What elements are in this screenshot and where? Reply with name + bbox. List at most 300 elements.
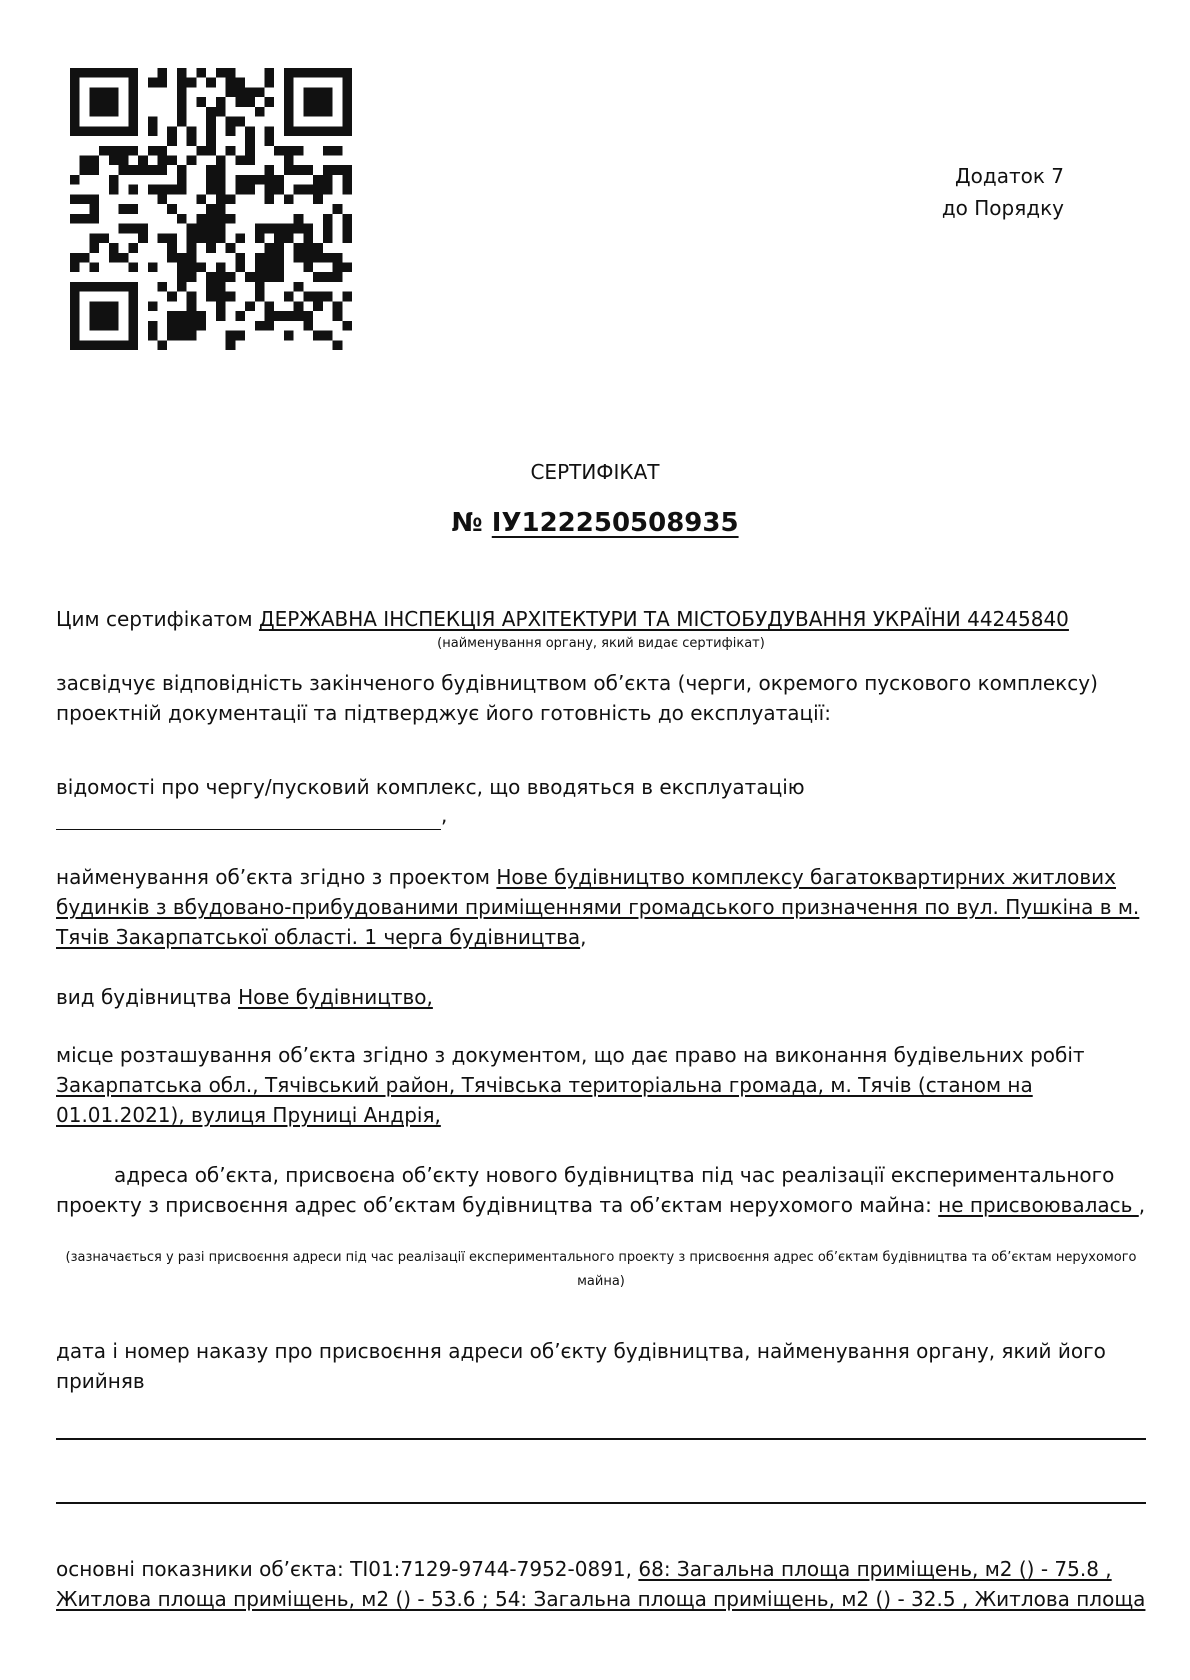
qr-module: [323, 97, 333, 107]
qr-module: [323, 214, 333, 224]
qr-module: [245, 272, 255, 282]
qr-module: [89, 126, 99, 136]
qr-module: [333, 301, 343, 311]
issuer-prefix: Цим сертифікатом: [56, 607, 253, 631]
qr-module: [255, 87, 265, 97]
qr-module: [264, 311, 274, 321]
qr-module: [226, 331, 236, 341]
qr-module: [226, 126, 236, 136]
qr-module: [109, 340, 119, 350]
qr-module: [167, 185, 177, 195]
qr-module: [323, 185, 333, 195]
qr-module: [128, 321, 138, 331]
qr-module: [284, 233, 294, 243]
qr-module: [148, 262, 158, 272]
qr-module: [226, 292, 236, 302]
qr-module: [206, 136, 216, 146]
qr-module: [245, 97, 255, 107]
qr-module: [226, 117, 236, 127]
issuer-caption: (найменування органу, який видає сертифікат): [437, 636, 765, 651]
qr-module: [128, 243, 138, 253]
qr-module: [89, 243, 99, 253]
qr-module: [255, 321, 265, 331]
qr-module: [128, 292, 138, 302]
qr-module: [148, 185, 158, 195]
qr-module: [235, 117, 245, 127]
qr-module: [303, 321, 313, 331]
qr-module: [70, 321, 80, 331]
address-paragraph: [56, 1160, 1146, 1220]
qr-module: [177, 97, 187, 107]
qr-module: [119, 126, 129, 136]
qr-module: [323, 224, 333, 234]
qr-module: [216, 272, 226, 282]
qr-module: [128, 126, 138, 136]
qr-module: [187, 262, 197, 272]
qr-module: [128, 146, 138, 156]
qr-module: [196, 214, 206, 224]
qr-module: [167, 311, 177, 321]
qr-module: [70, 262, 80, 272]
qr-module: [158, 68, 168, 78]
qr-module: [216, 311, 226, 321]
qr-module: [167, 204, 177, 214]
qr-module: [323, 175, 333, 185]
qr-module: [264, 97, 274, 107]
location-label: місце розташування об’єкта згідно з документом, що дає право на виконання будівельних робіт: [56, 1043, 1085, 1067]
qr-module: [89, 233, 99, 243]
qr-module: [245, 156, 255, 166]
qr-module: [216, 233, 226, 243]
qr-module: [80, 68, 90, 78]
qr-module: [109, 97, 119, 107]
order-label: дата і номер наказу про присвоєння адреси об’єкту будівництва, найменування органу, який його прийняв: [56, 1339, 1106, 1393]
qr-module: [158, 165, 168, 175]
qr-module: [294, 126, 304, 136]
qr-module: [284, 224, 294, 234]
qr-module: [333, 204, 343, 214]
qr-module: [303, 224, 313, 234]
certificate-number: ІУ122250508935: [491, 508, 739, 538]
qr-module: [99, 97, 109, 107]
qr-module: [294, 253, 304, 263]
qr-module: [216, 194, 226, 204]
qr-module: [196, 194, 206, 204]
attestation-text: засвідчує відповідність закінченого будівництвом об’єкта (черги, окремого пускового комплексу) проектній документації та підтверджує його готовність до експлуатації:: [56, 671, 1098, 725]
address-label: адреса об’єкта, присвоєна об’єкту нового будівництва під час реалізації експериментального проекту з присвоєння адрес об’єктам будівництва та об’єктам нерухомого майна:: [56, 1163, 1115, 1217]
qr-module: [206, 292, 216, 302]
qr-module: [109, 282, 119, 292]
qr-module: [313, 107, 323, 117]
qr-module: [99, 340, 109, 350]
qr-module: [109, 126, 119, 136]
qr-module: [99, 311, 109, 321]
qr-module: [128, 78, 138, 88]
qr-module: [80, 194, 90, 204]
qr-module: [99, 233, 109, 243]
qr-module: [342, 107, 352, 117]
qr-module: [167, 331, 177, 341]
appendix-line-1: Додаток 7: [955, 164, 1064, 188]
qr-module: [158, 194, 168, 204]
qr-module: [333, 311, 343, 321]
object-name-label: найменування об’єкта згідно з проектом: [56, 865, 491, 889]
qr-module: [206, 165, 216, 175]
qr-module: [342, 97, 352, 107]
qr-module: [323, 165, 333, 175]
qr-module: [274, 311, 284, 321]
qr-module: [128, 262, 138, 272]
qr-module: [148, 78, 158, 88]
qr-module: [89, 68, 99, 78]
qr-module: [206, 204, 216, 214]
qr-module: [294, 165, 304, 175]
qr-module: [216, 214, 226, 224]
qr-module: [216, 107, 226, 117]
qr-module: [284, 97, 294, 107]
qr-module: [70, 126, 80, 136]
qr-module: [303, 68, 313, 78]
qr-module: [216, 262, 226, 272]
launch-complex-label: відомості про чергу/пусковий комплекс, що вводяться в експлуатацію: [56, 775, 805, 799]
qr-module: [284, 194, 294, 204]
qr-module: [99, 146, 109, 156]
qr-module: [187, 311, 197, 321]
qr-module: [206, 224, 216, 234]
qr-module: [323, 233, 333, 243]
qr-module: [99, 107, 109, 117]
qr-module: [235, 262, 245, 272]
qr-module: [255, 292, 265, 302]
qr-module: [313, 97, 323, 107]
qr-module: [264, 321, 274, 331]
qr-module: [128, 87, 138, 97]
qr-module: [303, 243, 313, 253]
qr-module: [70, 194, 80, 204]
qr-module: [187, 78, 197, 88]
qr-module: [216, 224, 226, 234]
qr-module: [80, 126, 90, 136]
number-sign: №: [451, 508, 483, 538]
qr-module: [187, 253, 197, 263]
qr-module: [70, 117, 80, 127]
qr-module: [128, 97, 138, 107]
qr-module: [274, 243, 284, 253]
qr-module: [177, 282, 187, 292]
qr-module: [294, 311, 304, 321]
qr-module: [264, 224, 274, 234]
qr-module: [89, 107, 99, 117]
qr-module: [323, 292, 333, 302]
construction-type-value: Нове будівництво,: [238, 985, 433, 1009]
qr-module: [148, 165, 158, 175]
qr-module: [274, 224, 284, 234]
qr-module: [216, 97, 226, 107]
qr-module: [80, 253, 90, 263]
order-field-line-2: [56, 1502, 1146, 1504]
qr-module: [342, 78, 352, 88]
qr-module: [313, 126, 323, 136]
qr-module: [274, 175, 284, 185]
qr-module: [70, 214, 80, 224]
qr-module: [167, 292, 177, 302]
qr-module: [89, 340, 99, 350]
qr-module: [235, 233, 245, 243]
qr-module: [99, 282, 109, 292]
qr-module: [303, 233, 313, 243]
qr-module: [313, 292, 323, 302]
qr-module: [235, 97, 245, 107]
qr-module: [294, 146, 304, 156]
qr-module: [235, 253, 245, 263]
qr-module: [264, 175, 274, 185]
qr-module: [187, 136, 197, 146]
qr-module: [177, 87, 187, 97]
qr-module: [303, 311, 313, 321]
qr-module: [70, 340, 80, 350]
qr-module: [119, 156, 129, 166]
qr-module: [294, 214, 304, 224]
qr-module: [196, 97, 206, 107]
address-suffix: ,: [1138, 1193, 1146, 1217]
qr-module: [128, 331, 138, 341]
qr-module: [264, 243, 274, 253]
qr-module: [264, 126, 274, 136]
qr-module: [255, 175, 265, 185]
qr-module: [284, 165, 294, 175]
qr-module: [80, 156, 90, 166]
qr-module: [138, 165, 148, 175]
qr-module: [148, 321, 158, 331]
qr-module: [303, 97, 313, 107]
qr-module: [284, 146, 294, 156]
qr-module: [313, 194, 323, 204]
qr-module: [70, 68, 80, 78]
qr-module: [177, 165, 187, 175]
qr-module: [284, 156, 294, 166]
qr-module: [323, 107, 333, 117]
qr-module: [196, 321, 206, 331]
qr-module: [235, 175, 245, 185]
launch-complex-suffix: ,: [441, 803, 448, 827]
qr-module: [70, 175, 80, 185]
qr-module: [303, 253, 313, 263]
qr-module: [264, 185, 274, 195]
qr-module: [89, 262, 99, 272]
qr-module: [333, 272, 343, 282]
qr-module: [206, 243, 216, 253]
qr-module: [109, 87, 119, 97]
qr-module: [255, 272, 265, 282]
qr-module: [264, 68, 274, 78]
qr-module: [274, 146, 284, 156]
qr-module: [313, 331, 323, 341]
qr-module: [109, 243, 119, 253]
qr-module: [128, 301, 138, 311]
qr-module: [138, 156, 148, 166]
qr-module: [70, 97, 80, 107]
qr-module: [89, 204, 99, 214]
qr-module: [264, 78, 274, 88]
qr-module: [313, 243, 323, 253]
qr-module: [333, 340, 343, 350]
qr-module: [187, 301, 197, 311]
qr-code: [70, 68, 352, 350]
qr-module: [158, 233, 168, 243]
qr-module: [187, 331, 197, 341]
qr-module: [128, 185, 138, 195]
certificate-title: СЕРТИФІКАТ: [530, 460, 660, 484]
qr-module: [70, 282, 80, 292]
qr-module: [342, 214, 352, 224]
qr-module: [323, 87, 333, 97]
launch-complex-blank: [56, 800, 1146, 830]
qr-module: [128, 282, 138, 292]
qr-module: [284, 311, 294, 321]
qr-module: [342, 175, 352, 185]
qr-module: [70, 87, 80, 97]
qr-module: [264, 262, 274, 272]
qr-module: [303, 165, 313, 175]
qr-module: [119, 224, 129, 234]
qr-module: [226, 214, 236, 224]
qr-module: [264, 165, 274, 175]
construction-type-line: [56, 982, 1146, 1012]
qr-module: [148, 331, 158, 341]
qr-module: [206, 272, 216, 282]
qr-module: [158, 185, 168, 195]
qr-module: [235, 156, 245, 166]
qr-module: [226, 340, 236, 350]
qr-module: [313, 272, 323, 282]
qr-module: [342, 117, 352, 127]
qr-module: [255, 224, 265, 234]
qr-module: [89, 301, 99, 311]
qr-module: [216, 301, 226, 311]
qr-module: [323, 126, 333, 136]
qr-module: [255, 262, 265, 272]
qr-module: [99, 87, 109, 97]
qr-module: [313, 175, 323, 185]
qr-module: [158, 146, 168, 156]
qr-module: [206, 146, 216, 156]
qr-module: [177, 107, 187, 117]
qr-module: [177, 331, 187, 341]
qr-module: [158, 340, 168, 350]
qr-module: [284, 117, 294, 127]
qr-module: [89, 311, 99, 321]
qr-module: [333, 165, 343, 175]
qr-module: [128, 68, 138, 78]
qr-module: [158, 78, 168, 88]
qr-module: [148, 301, 158, 311]
qr-module: [323, 331, 333, 341]
object-name-value: Нове будівництво комплексу багатоквартирних житлових будинків з вбудовано-прибудованими приміщеннями громадського призначення по вул. Пушкіна в м. Тячів Закарпатської області. 1 черга будівництва: [56, 865, 1140, 949]
qr-module: [303, 292, 313, 302]
qr-module: [99, 301, 109, 311]
qr-module: [294, 282, 304, 292]
appendix-line-2: до Порядку: [941, 196, 1064, 220]
qr-module: [323, 68, 333, 78]
qr-module: [342, 262, 352, 272]
qr-module: [264, 253, 274, 263]
qr-module: [245, 136, 255, 146]
qr-module: [99, 126, 109, 136]
qr-module: [80, 165, 90, 175]
launch-complex-field: [56, 807, 441, 830]
qr-module: [109, 185, 119, 195]
qr-module: [138, 233, 148, 243]
qr-module: [89, 87, 99, 97]
qr-module: [264, 136, 274, 146]
qr-module: [206, 107, 216, 117]
qr-module: [333, 146, 343, 156]
qr-module: [313, 301, 323, 311]
qr-module: [342, 165, 352, 175]
qr-module: [80, 214, 90, 224]
qr-module: [196, 311, 206, 321]
qr-module: [177, 185, 187, 195]
qr-module: [216, 175, 226, 185]
qr-module: [274, 272, 284, 282]
qr-module: [119, 253, 129, 263]
issuer-name: ДЕРЖАВНА ІНСПЕКЦІЯ АРХІТЕКТУРИ ТА МІСТОБУДУВАННЯ УКРАЇНИ 44245840: [258, 607, 1069, 631]
qr-module: [216, 156, 226, 166]
qr-module: [255, 107, 265, 117]
qr-module: [109, 146, 119, 156]
qr-module: [235, 185, 245, 195]
qr-module: [70, 78, 80, 88]
indicators-paragraph: [56, 1554, 1146, 1614]
qr-module: [274, 262, 284, 272]
qr-module: [148, 126, 158, 136]
qr-module: [70, 253, 80, 263]
qr-module: [303, 262, 313, 272]
qr-module: [216, 204, 226, 214]
qr-module: [313, 253, 323, 263]
qr-module: [226, 68, 236, 78]
qr-module: [323, 146, 333, 156]
qr-module: [255, 233, 265, 243]
qr-module: [303, 107, 313, 117]
qr-module: [284, 107, 294, 117]
qr-module: [177, 175, 187, 185]
qr-module: [167, 233, 177, 243]
qr-module: [313, 87, 323, 97]
qr-module: [284, 331, 294, 341]
object-name-suffix: ,: [580, 925, 587, 949]
qr-module: [284, 78, 294, 88]
qr-module: [323, 272, 333, 282]
qr-module: [206, 117, 216, 127]
qr-module: [264, 272, 274, 282]
certificate-number-line: [0, 508, 1190, 538]
qr-module: [303, 126, 313, 136]
qr-module: [342, 87, 352, 97]
location-value: Закарпатська обл., Тячівський район, Тячівська територіальна громада, м. Тячів (станом на 01.01.2021), вулиця Пруниці Андрія,: [56, 1073, 1033, 1127]
qr-module: [128, 107, 138, 117]
qr-module: [109, 321, 119, 331]
qr-module: [177, 262, 187, 272]
qr-module: [226, 272, 236, 282]
qr-module: [245, 185, 255, 195]
qr-module: [294, 68, 304, 78]
qr-module: [177, 321, 187, 331]
qr-module: [187, 272, 197, 282]
qr-module: [206, 126, 216, 136]
qr-module: [303, 87, 313, 97]
qr-module: [167, 253, 177, 263]
